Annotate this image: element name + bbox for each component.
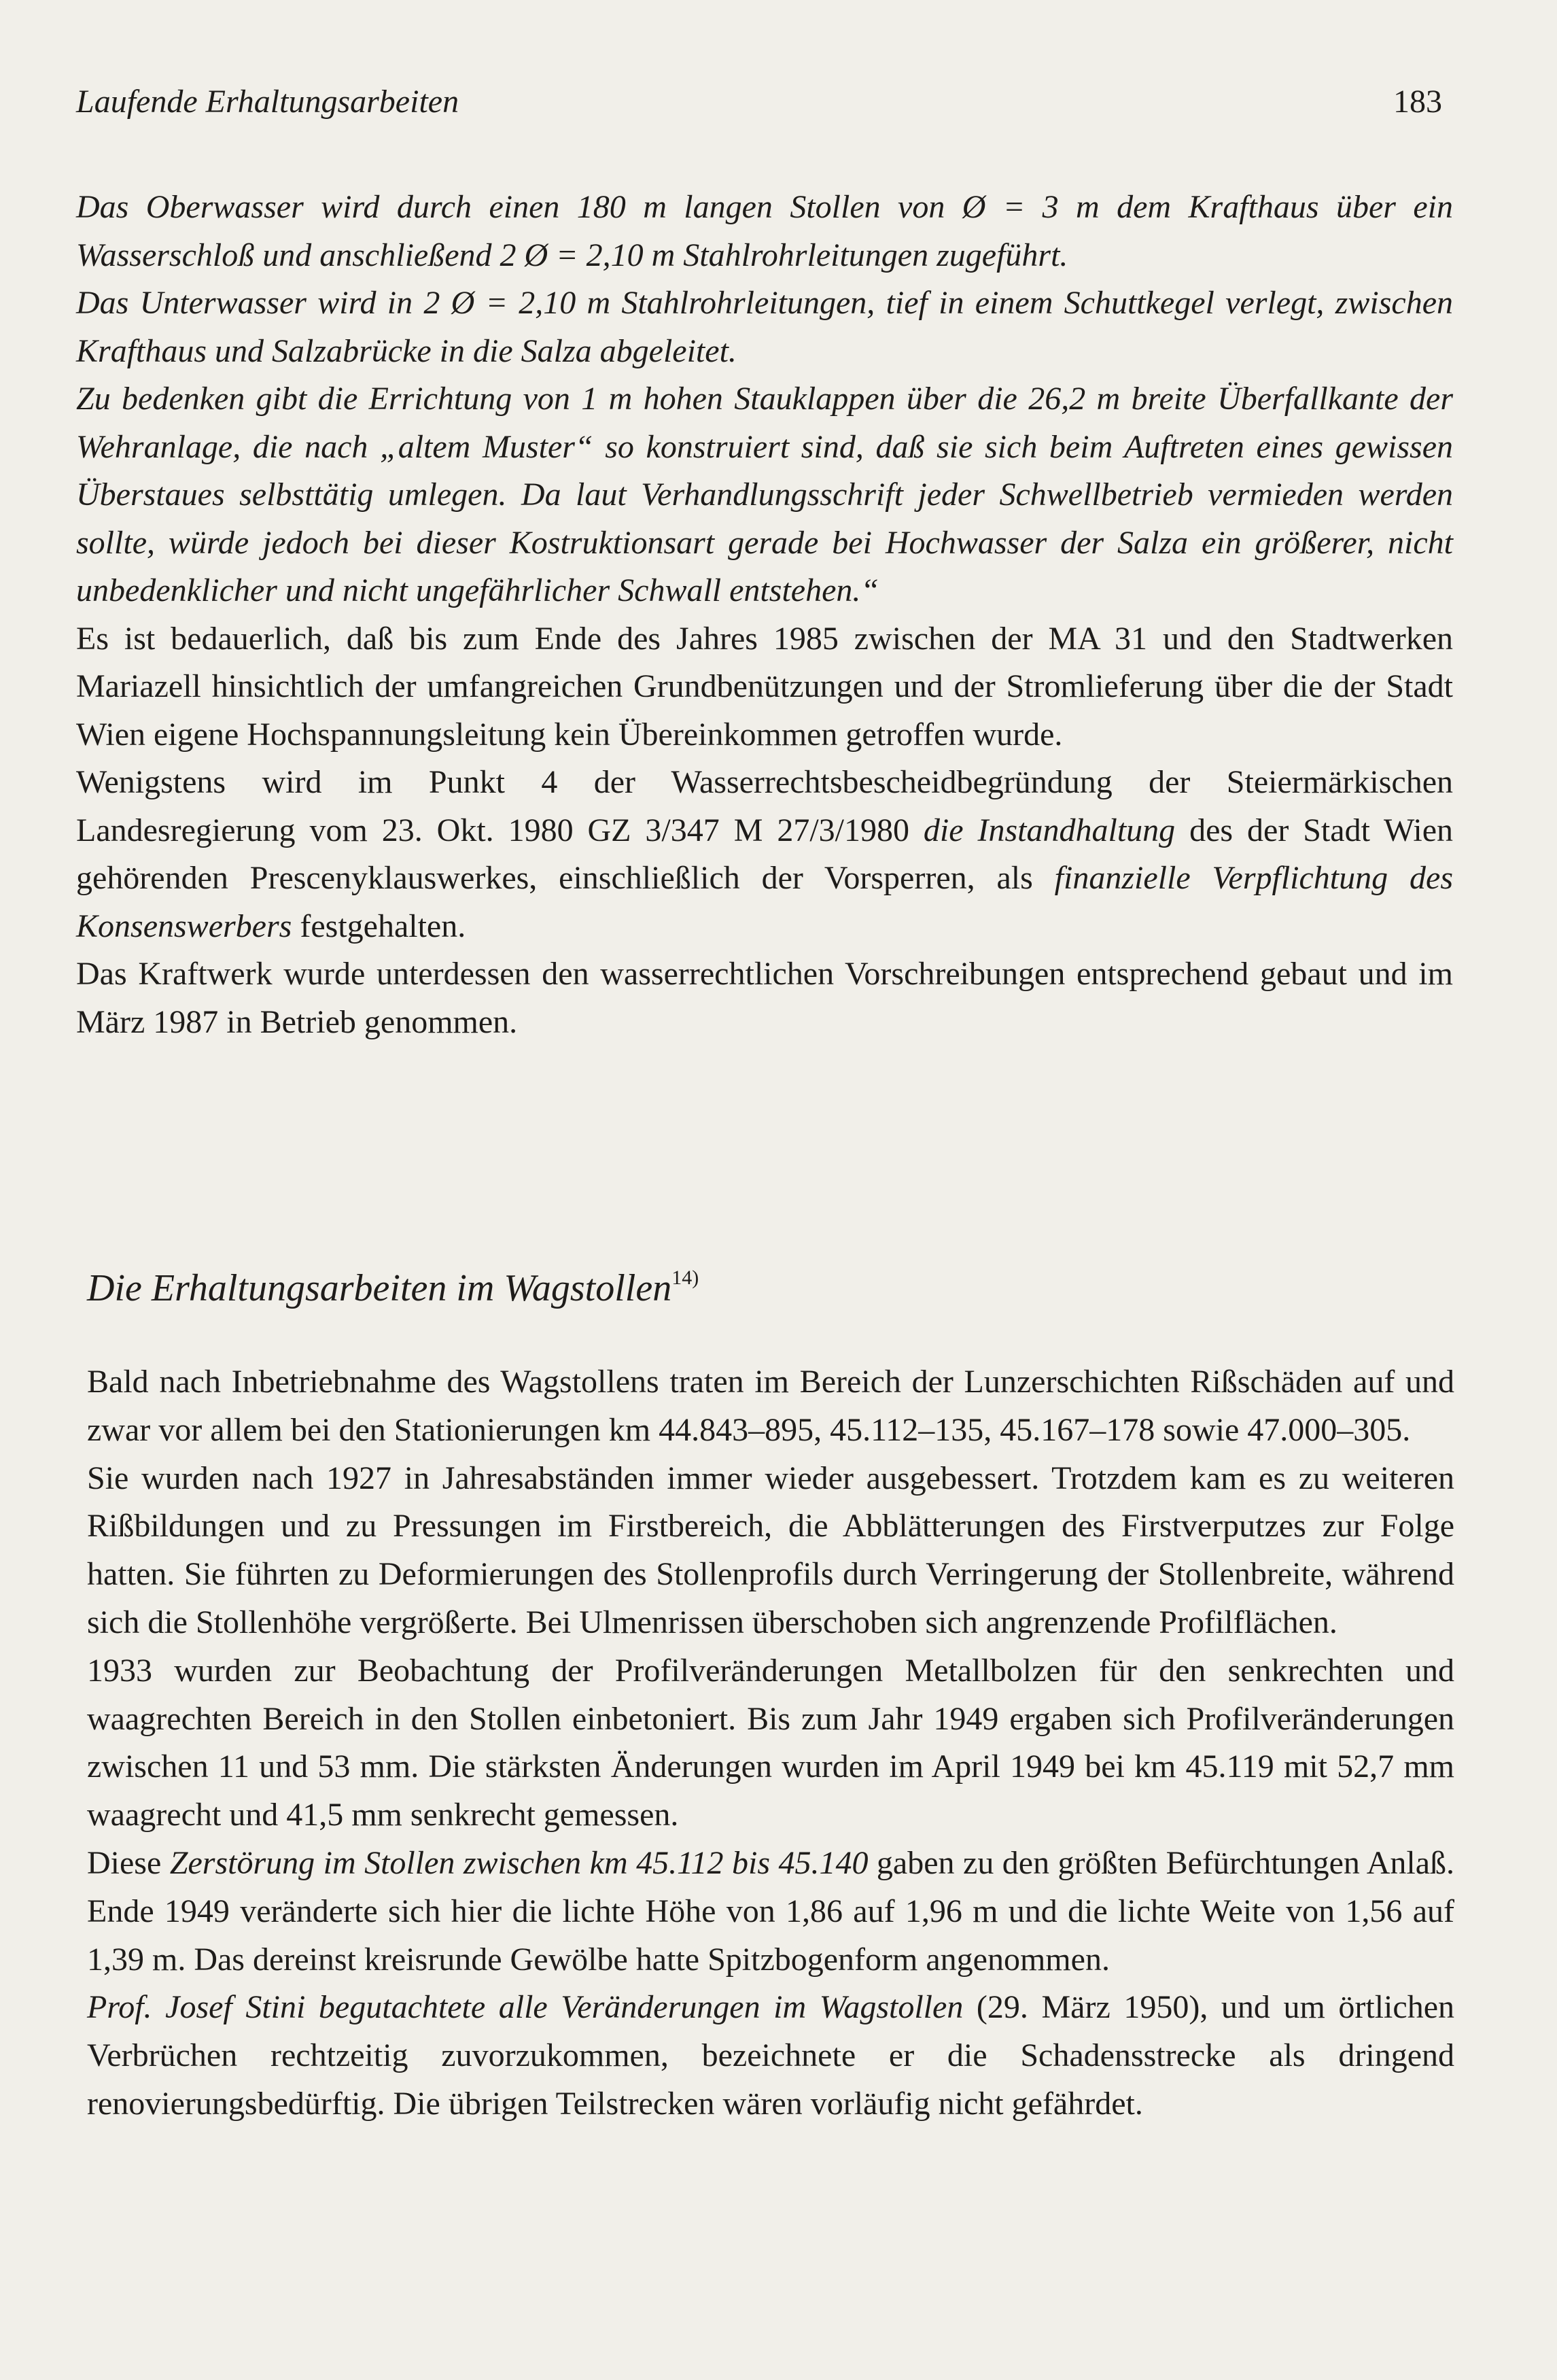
paragraph-power-plant: Das Kraftwerk wurde unterdessen den wasserrechtlichen Vorschreibungen entsprechend gebaut und im März 1987 in Betrieb genommen. — [76, 956, 1453, 1040]
quote-paragraph-3: Zu bedenken gibt die Errichtung von 1 m hohen Stauklappen über die 26,2 m breite Überfallkante der Wehranlage, die nach „altem Muster“ so konstruiert sind, daß sie sich beim Auftreten eines gewissen Überstaues selbsttätig umlegen. Da laut Verhandlungsschrift jeder Schwellbetrieb vermieden werden sollte, würde jedoch bei dieser Kostruktionsart gerade bei Hochwasser der Salza ein größerer, nicht unbedenklicher und nicht ungefährlicher Schwall entstehen.“ — [76, 381, 1453, 608]
paragraph-stini — [87, 1984, 1454, 2128]
paragraph-agreement: Es ist bedauerlich, daß bis zum Ende des Jahres 1985 zwischen der MA 31 und den Stadtwerken Mariazell hinsichtlich der umfangreichen Grundbenützungen und der Stromlieferung über die der Stadt Wien eigene Hochspannungsleitung kein Übereinkommen getroffen wurde. — [76, 620, 1453, 753]
footnote-mark: 14) — [671, 1266, 699, 1289]
text-run: (29. März 1950), und um örtlichen Verbrüchen rechtzeitig zuvorzukommen, bezeichnete er die Schadensstrecke als dringend renovierungsbedürftig. Die übrigen Teilstrecken wären vorläufig nicht gefährdet. — [87, 1989, 1455, 2122]
text-run: Wenigstens wird im Punkt 4 der Wasserrechtsbescheidbegründung der Steiermärkischen Landesregierung vom 23. Okt. 1980 GZ 3/347 M 27/3/1980 — [76, 764, 1453, 848]
emphasis-zerstoerung: Zerstörung im Stollen zwischen km 45.112 bis 45.140 — [169, 1844, 869, 1881]
paragraph-destruction — [87, 1840, 1454, 1984]
section-1-body — [76, 184, 1453, 1046]
paragraph-measurements: 1933 wurden zur Beobachtung der Profilveränderungen Metallbolzen für den senkrechten und waagrechten Bereich in den Stollen einbetoniert. Bis zum Jahr 1949 ergaben sich Profilveränderungen zwischen 11 und 53 mm. Die stärksten Änderungen wurden im April 1949 bei km 45.119 mit 52,7 mm waagrecht und 41,5 mm senkrecht gemessen. — [87, 1652, 1454, 1833]
emphasis-verpflichtung: finanzielle Verpflichtung des Konsenswerbers — [76, 860, 1453, 944]
text-run: des der Stadt Wien gehörenden Prescenyklauswerkes, einschließlich der Vorsperren, als — [76, 812, 1454, 896]
paragraph-water-rights — [76, 759, 1453, 950]
paragraph-repairs: Sie wurden nach 1927 in Jahresabständen immer wieder ausgebessert. Trotzdem kam es zu weiteren Rißbildungen und zu Pressungen im Firstbereich, die Abblätterungen des Firstverputzes zur Folge hatten. Sie führten zu Deformierungen des Stollenprofils durch Verringerung der Stollenbreite, während sich die Stollenhöhe vergrößerte. Bei Ulmenrissen überschoben sich angrenzende Profilflächen. — [87, 1460, 1454, 1640]
text-run: Diese — [87, 1844, 170, 1881]
page-number: 183 — [1393, 84, 1442, 120]
running-title: Laufende Erhaltungsarbeiten — [76, 84, 459, 120]
section-heading-text: Die Erhaltungsarbeiten im Wagstollen — [87, 1267, 672, 1309]
text-run: festgehalten. — [292, 908, 466, 944]
section-heading — [87, 1251, 1378, 1315]
text-run: gaben zu den größten Befürchtungen Anlaß. Ende 1949 veränderte sich hier die lichte Höhe von 1,86 auf 1,96 m und die lichte Weite von 1,56 auf 1,39 m. Das dereinst kreisrunde Gewölbe hatte Spitzbogenform angenommen. — [87, 1844, 1455, 1978]
quote-paragraph-1: Das Oberwasser wird durch einen 180 m langen Stollen von Ø = 3 m dem Krafthaus über ein Wasserschloß und anschließend 2 Ø = 2,10 m Stahlrohrleitungen zugeführt. — [76, 189, 1453, 273]
quote-paragraph-2: Das Unterwasser wird in 2 Ø = 2,10 m Stahlrohrleitungen, tief in einem Schuttkegel verlegt, zwischen Krafthaus und Salzabrücke in die Salza abgeleitet. — [76, 285, 1453, 369]
emphasis-stini: Prof. Josef Stini begutachtete alle Veränderungen im Wagstollen — [87, 1989, 964, 2026]
section-2-body — [87, 1358, 1454, 2128]
paragraph-cracks: Bald nach Inbetriebnahme des Wagstollens traten im Bereich der Lunzerschichten Rißschäden auf und zwar vor allem bei den Stationierungen km 44.843–895, 45.112–135, 45.167–178 sowie 47.000–305. — [87, 1364, 1454, 1448]
emphasis-instandhaltung: die Instandhaltung — [923, 812, 1176, 848]
